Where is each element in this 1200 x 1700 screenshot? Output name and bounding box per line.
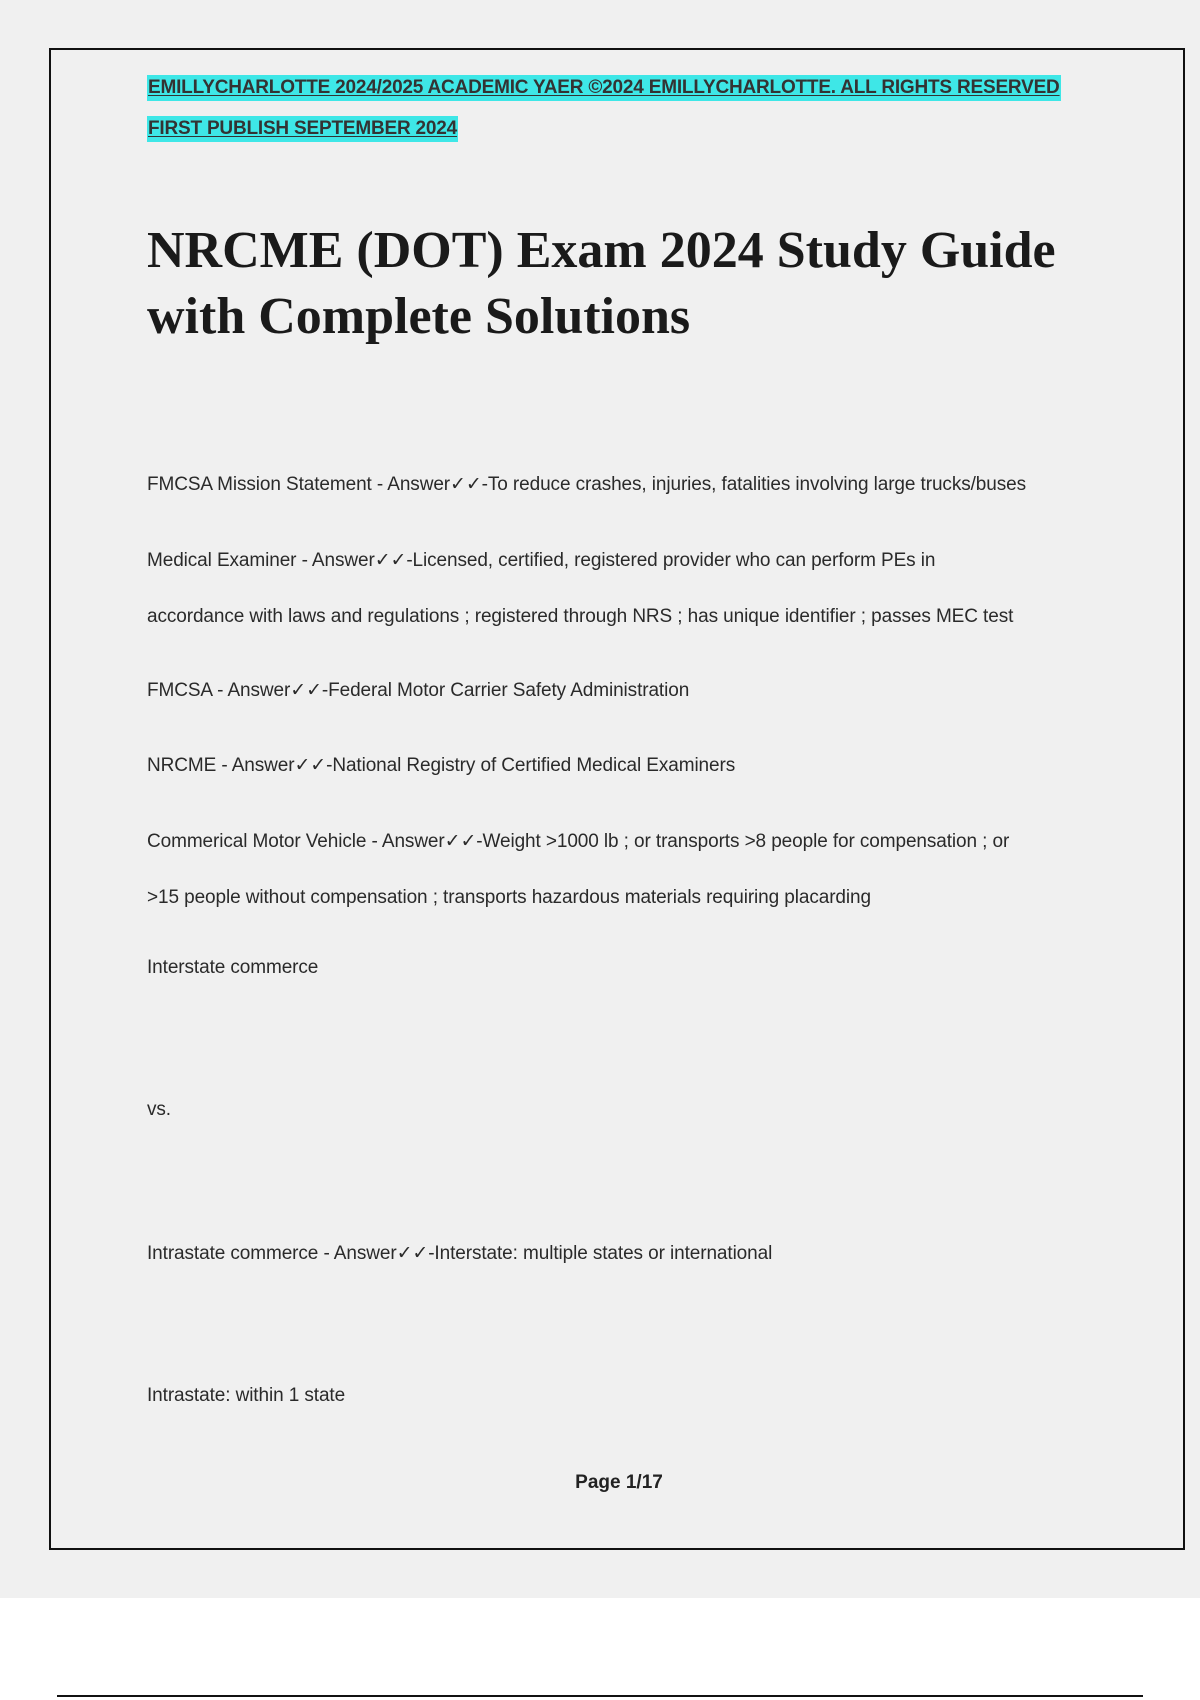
- qa-fmcsa: FMCSA - Answer✓✓-Federal Motor Carrier Safety Administration: [147, 680, 690, 701]
- qa-nrcme: NRCME - Answer✓✓-National Registry of Certified Medical Examiners: [147, 755, 736, 776]
- next-page-top-border: [57, 1695, 1143, 1697]
- title-line-1: NRCME (DOT) Exam 2024 Study Guide: [147, 222, 1056, 279]
- qa-intrastate-cont: Intrastate: within 1 state: [147, 1385, 346, 1406]
- qa-medical-examiner: Medical Examiner - Answer✓✓-Licensed, certified, registered provider who can perform PEs in: [147, 550, 936, 571]
- qa-medical-examiner-cont: accordance with laws and regulations ; registered through NRS ; has unique identifier ; passes MEC test: [147, 606, 1014, 627]
- qa-cmv-cont: >15 people without compensation ; transports hazardous materials requiring placarding: [147, 887, 871, 908]
- title-line-2: with Complete Solutions: [147, 288, 691, 345]
- qa-vs: vs.: [147, 1099, 171, 1120]
- publish-date-header: FIRST PUBLISH SEPTEMBER 2024: [147, 116, 458, 142]
- document-page: [49, 48, 1185, 1550]
- page-number: Page 1/17: [575, 1472, 663, 1493]
- qa-cmv: Commerical Motor Vehicle - Answer✓✓-Weight >1000 lb ; or transports >8 people for compensation ; or: [147, 831, 1010, 852]
- copyright-header: EMILLYCHARLOTTE 2024/2025 ACADEMIC YAER ©2024 EMILLYCHARLOTTE. ALL RIGHTS RESERVED: [147, 75, 1061, 101]
- qa-intrastate: Intrastate commerce - Answer✓✓-Interstate: multiple states or international: [147, 1243, 773, 1264]
- qa-interstate-question: Interstate commerce: [147, 957, 319, 978]
- document-title: [147, 218, 1147, 350]
- qa-fmcsa-mission: FMCSA Mission Statement - Answer✓✓-To reduce crashes, injuries, fatalities involving large trucks/buses: [147, 474, 1026, 495]
